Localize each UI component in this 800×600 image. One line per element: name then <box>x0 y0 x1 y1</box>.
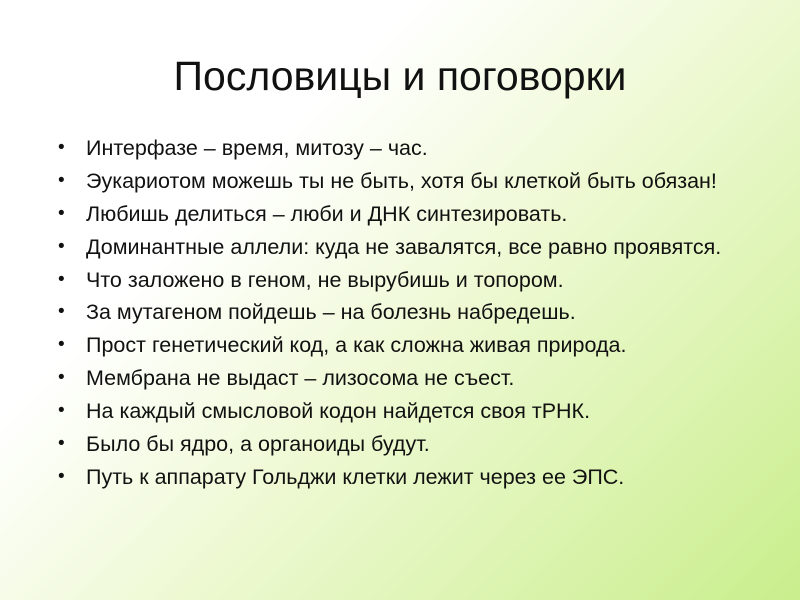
list-item-text: Интерфазе – время, митозу – час. <box>86 136 428 160</box>
list-item-text: Было бы ядро, а органоиды будут. <box>86 432 430 457</box>
list-item <box>56 233 776 262</box>
bullet-icon: • <box>58 202 65 224</box>
list-item <box>56 397 776 426</box>
list-item-text: За мутагеном пойдешь – на болезнь набредешь. <box>86 300 576 325</box>
list-item <box>56 266 776 295</box>
list-item <box>56 430 776 459</box>
bullet-icon: • <box>58 235 65 257</box>
list-item-text: Эукариотом можешь ты не быть, хотя бы клеткой быть обязан! <box>86 168 717 193</box>
list-item-text: На каждый смысловой кодон найдется своя тРНК. <box>86 399 591 424</box>
bullet-icon: • <box>58 137 65 158</box>
list-item-text: Что заложено в геном, не вырубишь и топором. <box>86 267 564 292</box>
list-item <box>56 331 776 360</box>
bullet-icon: • <box>58 433 65 455</box>
list-item <box>56 200 776 229</box>
list-item <box>56 298 776 327</box>
list-item <box>56 364 776 393</box>
list-item-text: Любишь делиться – люби и ДНК синтезировать. <box>86 201 568 226</box>
list-item <box>56 134 776 163</box>
bullet-icon: • <box>58 400 65 422</box>
list-item <box>56 167 776 196</box>
list-item-text: Прост генетический код, а как сложна живая природа. <box>86 333 627 358</box>
proverb-list <box>56 134 776 496</box>
list-item-text: Путь к аппарату Гольджи клетки лежит через ее ЭПС. <box>86 464 625 489</box>
bullet-icon: • <box>58 169 65 191</box>
list-item <box>56 463 776 492</box>
bullet-icon: • <box>58 367 65 389</box>
list-item-text: Доминантные аллели: куда не завалятся, все равно проявятся. <box>86 234 722 259</box>
bullet-icon: • <box>58 465 65 487</box>
bullet-icon: • <box>58 334 65 356</box>
list-item-text: Мембрана не выдаст – лизосома не съест. <box>86 366 515 391</box>
bullet-icon: • <box>58 268 65 290</box>
bullet-icon: • <box>58 301 65 323</box>
slide-title: Пословицы и поговорки <box>173 53 627 99</box>
